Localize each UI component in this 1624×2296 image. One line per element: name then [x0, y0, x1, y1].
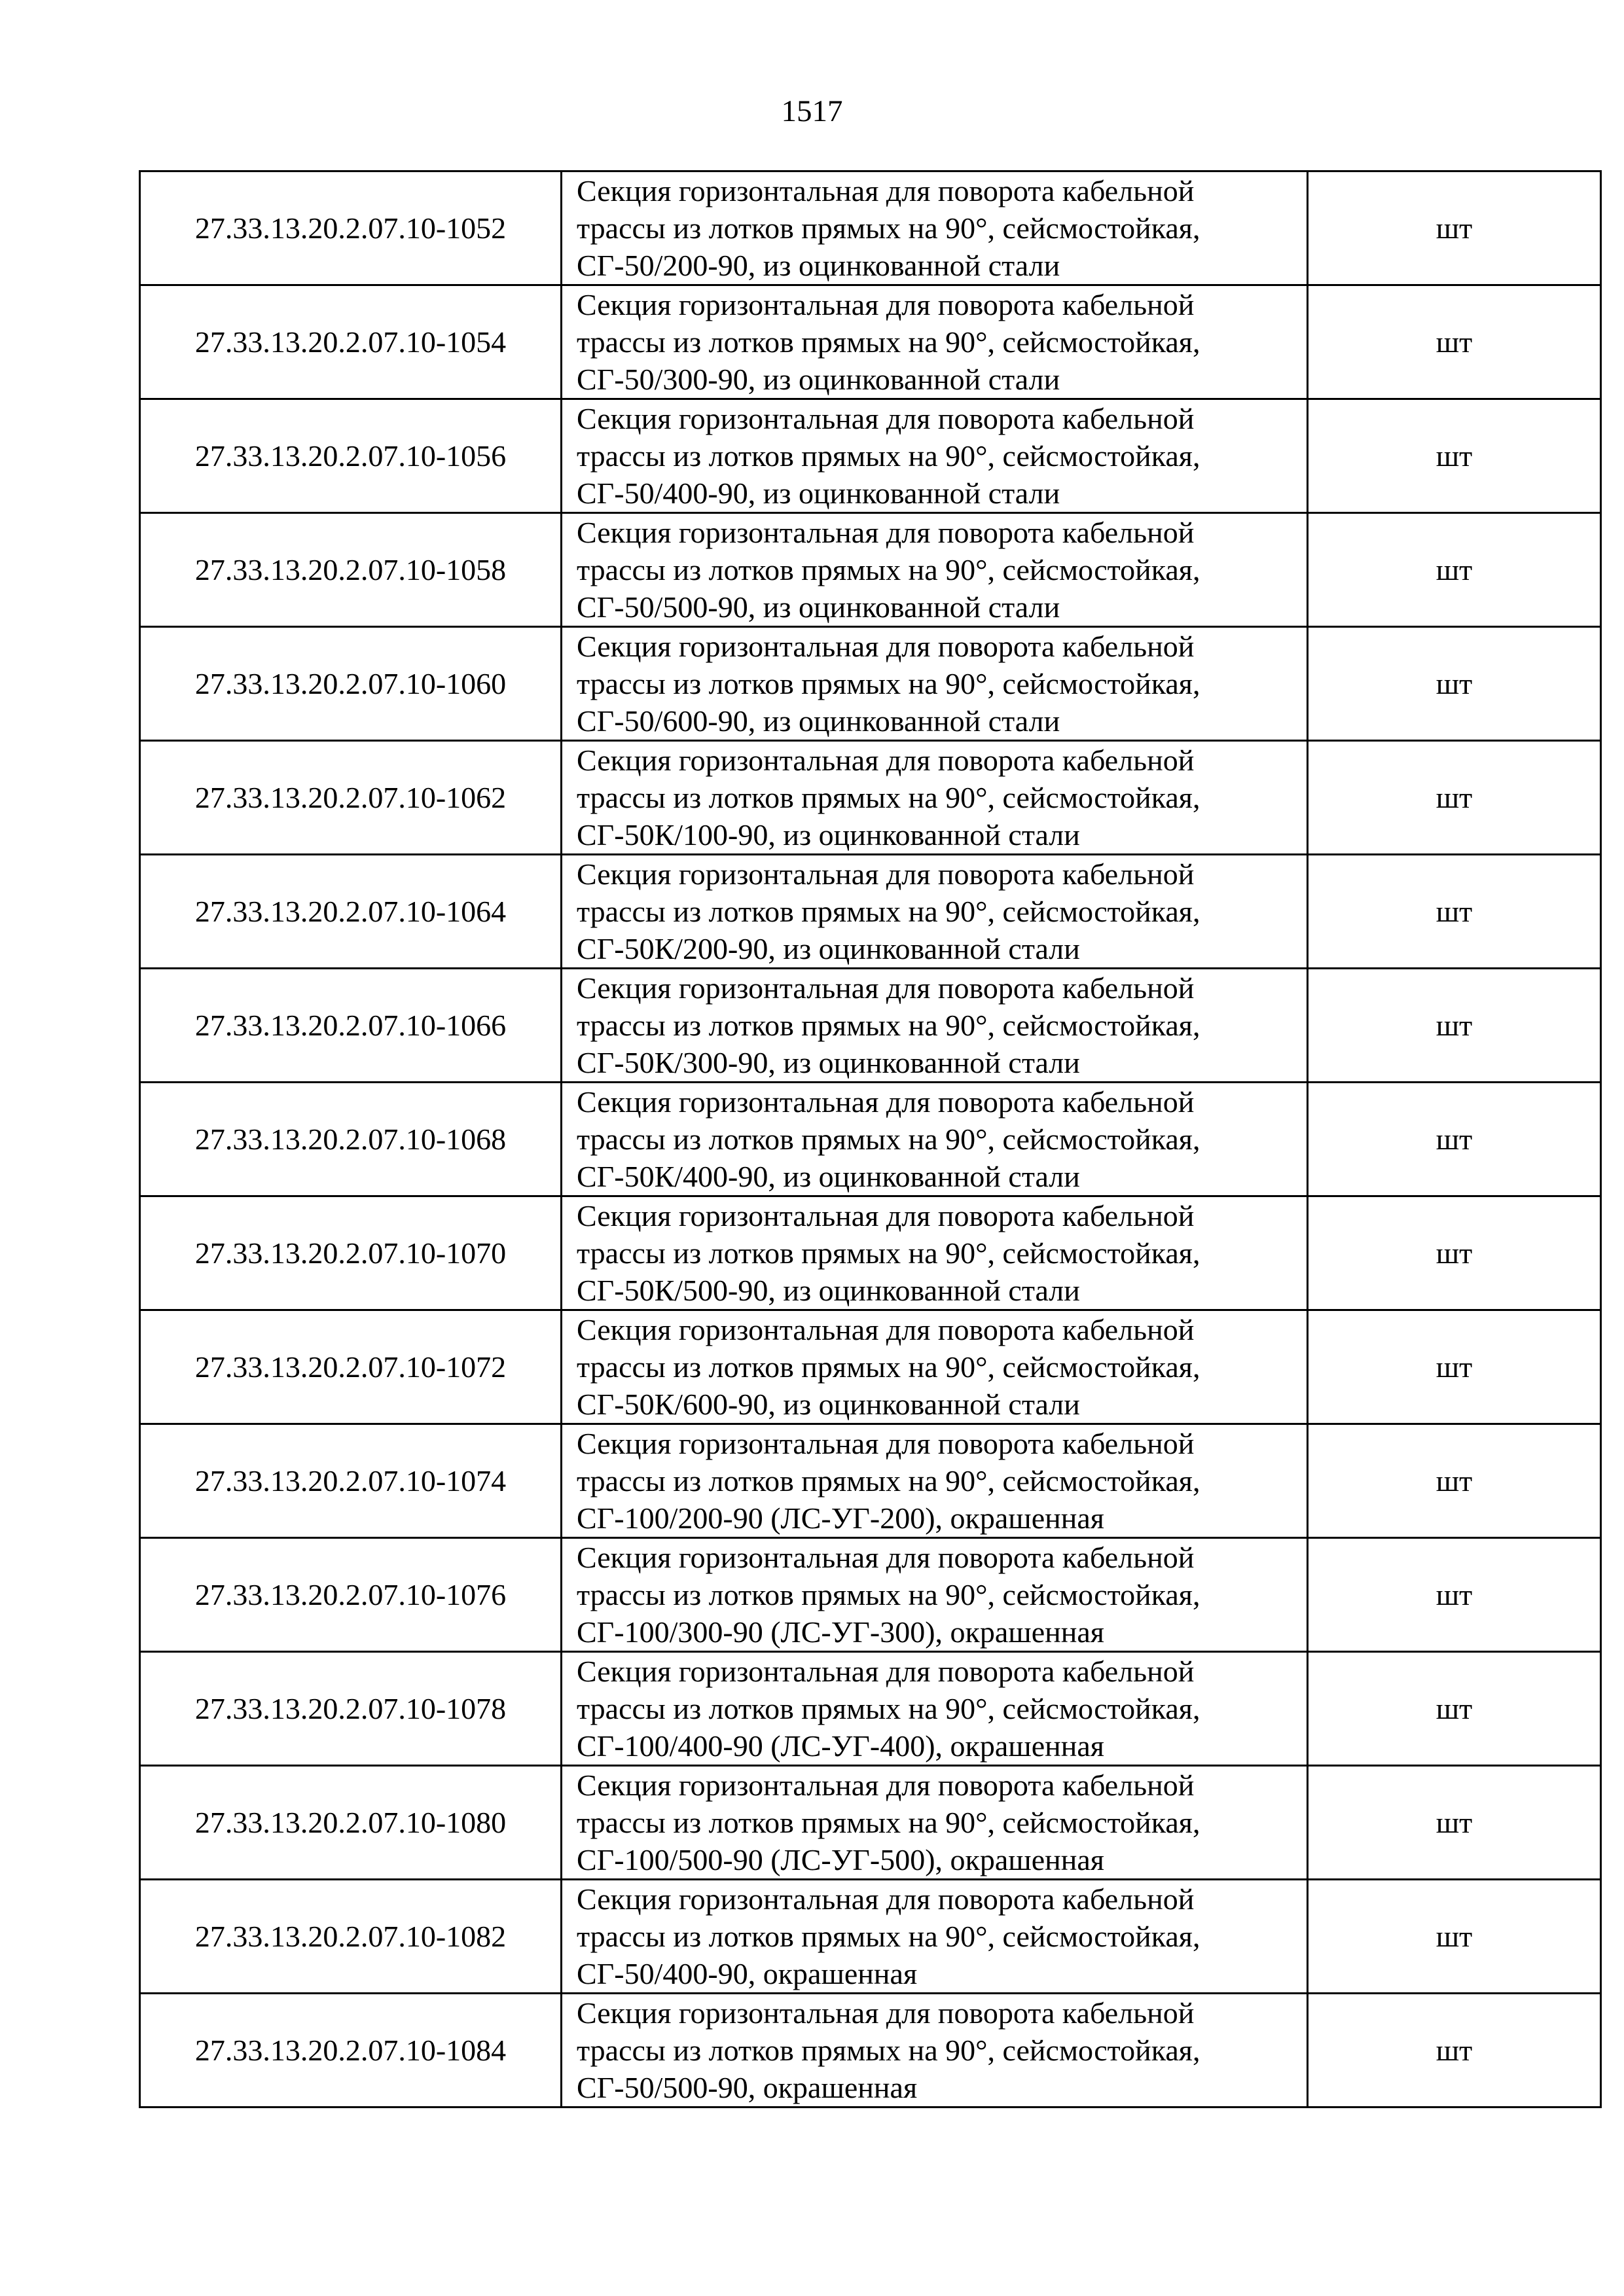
description-line: трассы из лотков прямых на 90°, сейсмостойкая, — [577, 1578, 1200, 1611]
description-line: трассы из лотков прямых на 90°, сейсмостойкая, — [577, 1920, 1200, 1953]
item-description — [562, 1880, 1308, 1994]
item-description — [562, 399, 1308, 513]
description-line: трассы из лотков прямых на 90°, сейсмостойкая, — [577, 2034, 1200, 2067]
description-line: Секция горизонтальная для поворота кабельной — [577, 1882, 1195, 1916]
description-line: трассы из лотков прямых на 90°, сейсмостойкая, — [577, 1236, 1200, 1270]
description-line: трассы из лотков прямых на 90°, сейсмостойкая, — [577, 1692, 1200, 1725]
item-unit: шт — [1308, 399, 1601, 513]
table-row — [140, 1310, 1601, 1424]
item-unit: шт — [1308, 627, 1601, 741]
description-line: Секция горизонтальная для поворота кабельной — [577, 1085, 1195, 1119]
item-description — [562, 1196, 1308, 1310]
description-line: СГ-50/300-90, из оцинкованной стали — [577, 363, 1060, 396]
item-description — [562, 741, 1308, 855]
item-code: 27.33.13.20.2.07.10-1072 — [140, 1310, 562, 1424]
table-row — [140, 399, 1601, 513]
table-row — [140, 1196, 1601, 1310]
description-line: трассы из лотков прямых на 90°, сейсмостойкая, — [577, 895, 1200, 928]
description-line: Секция горизонтальная для поворота кабельной — [577, 857, 1195, 891]
item-description — [562, 969, 1308, 1083]
item-description — [562, 1083, 1308, 1196]
item-code: 27.33.13.20.2.07.10-1078 — [140, 1652, 562, 1766]
description-line: СГ-50/600-90, из оцинкованной стали — [577, 704, 1060, 738]
table-row — [140, 171, 1601, 285]
description-line: СГ-50К/400-90, из оцинкованной стали — [577, 1160, 1080, 1193]
item-unit: шт — [1308, 1880, 1601, 1994]
description-line: трассы из лотков прямых на 90°, сейсмостойкая, — [577, 211, 1200, 245]
item-unit: шт — [1308, 741, 1601, 855]
item-unit: шт — [1308, 171, 1601, 285]
description-line: трассы из лотков прямых на 90°, сейсмостойкая, — [577, 667, 1200, 700]
description-line: СГ-50/500-90, из оцинкованной стали — [577, 590, 1060, 624]
item-unit: шт — [1308, 1083, 1601, 1196]
description-line: трассы из лотков прямых на 90°, сейсмостойкая, — [577, 1806, 1200, 1839]
table-row — [140, 1766, 1601, 1880]
item-code: 27.33.13.20.2.07.10-1076 — [140, 1538, 562, 1652]
table-row — [140, 969, 1601, 1083]
item-unit: шт — [1308, 855, 1601, 969]
table-row — [140, 1083, 1601, 1196]
table-row — [140, 627, 1601, 741]
page-number: 1517 — [781, 94, 843, 128]
table-row — [140, 1538, 1601, 1652]
item-code: 27.33.13.20.2.07.10-1056 — [140, 399, 562, 513]
item-description — [562, 1424, 1308, 1538]
item-code: 27.33.13.20.2.07.10-1054 — [140, 285, 562, 399]
item-code: 27.33.13.20.2.07.10-1052 — [140, 171, 562, 285]
table-row — [140, 1424, 1601, 1538]
description-line: трассы из лотков прямых на 90°, сейсмостойкая, — [577, 1009, 1200, 1042]
item-description — [562, 1652, 1308, 1766]
description-line: трассы из лотков прямых на 90°, сейсмостойкая, — [577, 1350, 1200, 1384]
item-description — [562, 1310, 1308, 1424]
item-unit: шт — [1308, 1766, 1601, 1880]
item-code: 27.33.13.20.2.07.10-1062 — [140, 741, 562, 855]
description-line: Секция горизонтальная для поворота кабельной — [577, 1996, 1195, 2030]
item-description — [562, 171, 1308, 285]
table-row — [140, 285, 1601, 399]
item-unit: шт — [1308, 1994, 1601, 2108]
item-unit: шт — [1308, 285, 1601, 399]
description-line: Секция горизонтальная для поворота кабельной — [577, 516, 1195, 549]
description-line: СГ-50К/100-90, из оцинкованной стали — [577, 818, 1080, 852]
description-line: СГ-100/300-90 (ЛС-УГ-300), окрашенная — [577, 1615, 1104, 1649]
description-line: Секция горизонтальная для поворота кабельной — [577, 744, 1195, 777]
item-code: 27.33.13.20.2.07.10-1084 — [140, 1994, 562, 2108]
item-unit: шт — [1308, 1424, 1601, 1538]
description-line: трассы из лотков прямых на 90°, сейсмостойкая, — [577, 553, 1200, 586]
description-line: Секция горизонтальная для поворота кабельной — [577, 1541, 1195, 1574]
item-code: 27.33.13.20.2.07.10-1066 — [140, 969, 562, 1083]
item-description — [562, 1766, 1308, 1880]
description-line: Секция горизонтальная для поворота кабельной — [577, 1427, 1195, 1460]
description-line: СГ-50К/500-90, из оцинкованной стали — [577, 1274, 1080, 1307]
description-line: трассы из лотков прямых на 90°, сейсмостойкая, — [577, 1122, 1200, 1156]
description-line: СГ-50/400-90, из оцинкованной стали — [577, 476, 1060, 510]
items-table-body — [140, 171, 1601, 2108]
item-description — [562, 1994, 1308, 2108]
item-description — [562, 285, 1308, 399]
description-line: трассы из лотков прямых на 90°, сейсмостойкая, — [577, 325, 1200, 359]
item-unit: шт — [1308, 1652, 1601, 1766]
description-line: СГ-50К/600-90, из оцинкованной стали — [577, 1388, 1080, 1421]
description-line: Секция горизонтальная для поворота кабельной — [577, 1313, 1195, 1346]
item-code: 27.33.13.20.2.07.10-1064 — [140, 855, 562, 969]
description-line: трассы из лотков прямых на 90°, сейсмостойкая, — [577, 439, 1200, 473]
item-unit: шт — [1308, 1538, 1601, 1652]
item-description — [562, 627, 1308, 741]
description-line: СГ-100/200-90 (ЛС-УГ-200), окрашенная — [577, 1501, 1104, 1535]
description-line: трассы из лотков прямых на 90°, сейсмостойкая, — [577, 781, 1200, 814]
description-line: Секция горизонтальная для поворота кабельной — [577, 1655, 1195, 1688]
description-line: СГ-50К/300-90, из оцинкованной стали — [577, 1046, 1080, 1079]
item-code: 27.33.13.20.2.07.10-1074 — [140, 1424, 562, 1538]
description-line: Секция горизонтальная для поворота кабельной — [577, 402, 1195, 435]
description-line: СГ-50/500-90, окрашенная — [577, 2071, 918, 2104]
item-unit: шт — [1308, 969, 1601, 1083]
description-line: Секция горизонтальная для поворота кабельной — [577, 288, 1195, 321]
table-row — [140, 1994, 1601, 2108]
description-line: СГ-50К/200-90, из оцинкованной стали — [577, 932, 1080, 965]
description-line: Секция горизонтальная для поворота кабельной — [577, 174, 1195, 207]
description-line: Секция горизонтальная для поворота кабельной — [577, 630, 1195, 663]
item-unit: шт — [1308, 1196, 1601, 1310]
description-line: трассы из лотков прямых на 90°, сейсмостойкая, — [577, 1464, 1200, 1498]
item-code: 27.33.13.20.2.07.10-1058 — [140, 513, 562, 627]
item-unit: шт — [1308, 1310, 1601, 1424]
description-line: СГ-100/400-90 (ЛС-УГ-400), окрашенная — [577, 1729, 1104, 1763]
item-unit: шт — [1308, 513, 1601, 627]
table-row — [140, 741, 1601, 855]
items-table — [139, 170, 1602, 2108]
table-row — [140, 513, 1601, 627]
item-description — [562, 513, 1308, 627]
item-code: 27.33.13.20.2.07.10-1068 — [140, 1083, 562, 1196]
item-code: 27.33.13.20.2.07.10-1060 — [140, 627, 562, 741]
item-code: 27.33.13.20.2.07.10-1082 — [140, 1880, 562, 1994]
table-row — [140, 1652, 1601, 1766]
table-row — [140, 855, 1601, 969]
description-line: СГ-50/400-90, окрашенная — [577, 1957, 918, 1990]
table-row — [140, 1880, 1601, 1994]
description-line: СГ-100/500-90 (ЛС-УГ-500), окрашенная — [577, 1843, 1104, 1876]
description-line: Секция горизонтальная для поворота кабельной — [577, 971, 1195, 1005]
description-line: Секция горизонтальная для поворота кабельной — [577, 1768, 1195, 1802]
description-line: Секция горизонтальная для поворота кабельной — [577, 1199, 1195, 1232]
item-description — [562, 1538, 1308, 1652]
item-description — [562, 855, 1308, 969]
item-code: 27.33.13.20.2.07.10-1080 — [140, 1766, 562, 1880]
item-code: 27.33.13.20.2.07.10-1070 — [140, 1196, 562, 1310]
description-line: СГ-50/200-90, из оцинкованной стали — [577, 249, 1060, 282]
